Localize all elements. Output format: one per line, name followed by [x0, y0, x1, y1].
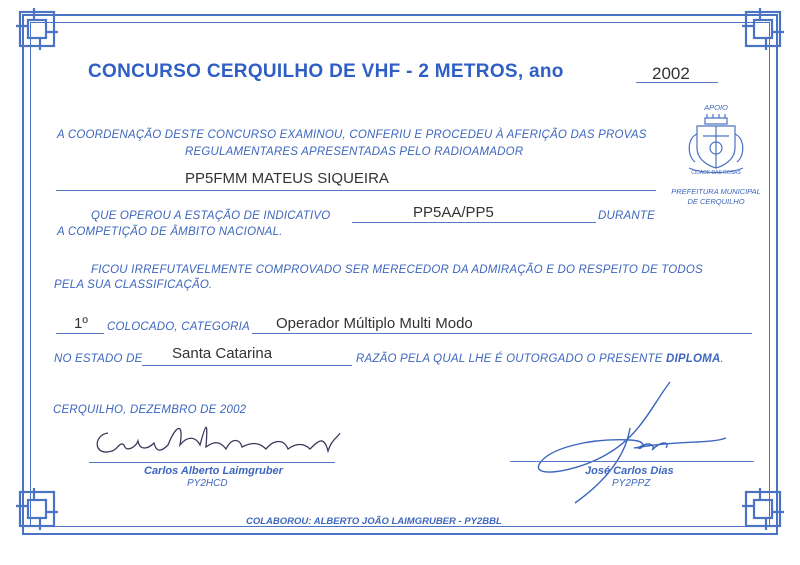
year-value: 2002 [652, 64, 690, 83]
signature-1-scribble [88, 415, 358, 465]
award-dot: . [720, 353, 724, 365]
corner-ornament-bottom-left [14, 486, 60, 532]
coat-of-arms-icon [683, 112, 749, 176]
state-value: Santa Catarina [172, 345, 273, 362]
placement-underline [56, 333, 104, 334]
seal-line-1: PREFEITURA MUNICIPAL [671, 187, 761, 196]
signature-2-name: José Carlos Dias [585, 465, 674, 477]
category-underline [252, 333, 752, 334]
award-line [356, 353, 724, 365]
corner-ornament-bottom-right [740, 486, 786, 532]
state-label: NO ESTADO DE [54, 353, 143, 365]
station-underline [352, 222, 596, 223]
competition-line: A COMPETIÇÃO DE ÂMBITO NACIONAL. [57, 226, 283, 238]
signature-1-name: Carlos Alberto Laimgruber [144, 465, 283, 477]
signature-1-callsign: PY2HCD [187, 478, 228, 489]
title-text: CONCURSO CERQUILHO DE VHF - 2 METROS, ano [88, 61, 564, 82]
merit-line-1: FICOU IRREFUTAVELMENTE COMPROVADO SER MERECEDOR DA ADMIRAÇÃO E DO RESPEITO DE TODOS [91, 264, 703, 276]
seal-top-text: APOIO [704, 103, 728, 112]
footer-credit: COLABOROU: ALBERTO JOÃO LAIMGRUBER - PY2BBL [246, 516, 502, 527]
corner-ornament-top-right [740, 6, 786, 52]
certificate-title [88, 61, 564, 83]
seal-line-2: DE CERQUILHO [687, 197, 745, 206]
corner-ornament-top-left [14, 6, 60, 52]
placement-label: COLOCADO, CATEGORIA [107, 321, 250, 333]
award-text: RAZÃO PELA QUAL LHE É OUTORGADO O PRESENTE [356, 353, 663, 365]
station-callsign: PP5AA/PP5 [413, 204, 494, 221]
station-prefix: QUE OPEROU A ESTAÇÃO DE INDICATIVO [91, 210, 331, 222]
state-underline [142, 365, 352, 366]
intro-line-2: REGULAMENTARES APRESENTADAS PELO RADIOAMADOR [185, 146, 524, 158]
category-value: Operador Múltiplo Multi Modo [276, 315, 473, 332]
operator-underline [56, 190, 656, 191]
intro-line-1: A COORDENAÇÃO DESTE CONCURSO EXAMINOU, CONFERIU E PROCEDEU À AFERIÇÃO DAS PROVAS [57, 129, 647, 141]
placement-value: 1º [74, 315, 88, 332]
seal-ribbon-text: CIDADE DAS ROSAS [691, 170, 741, 176]
signature-1-line [89, 462, 335, 463]
station-suffix: DURANTE [598, 210, 655, 222]
merit-line-2: PELA SUA CLASSIFICAÇÃO. [54, 279, 213, 291]
award-word: DIPLOMA [666, 353, 721, 365]
operator-name: PP5FMM MATEUS SIQUEIRA [185, 170, 389, 187]
date-place: CERQUILHO, DEZEMBRO DE 2002 [53, 404, 247, 416]
signature-2-callsign: PY2PPZ [612, 478, 651, 489]
signature-2-line [510, 461, 754, 462]
